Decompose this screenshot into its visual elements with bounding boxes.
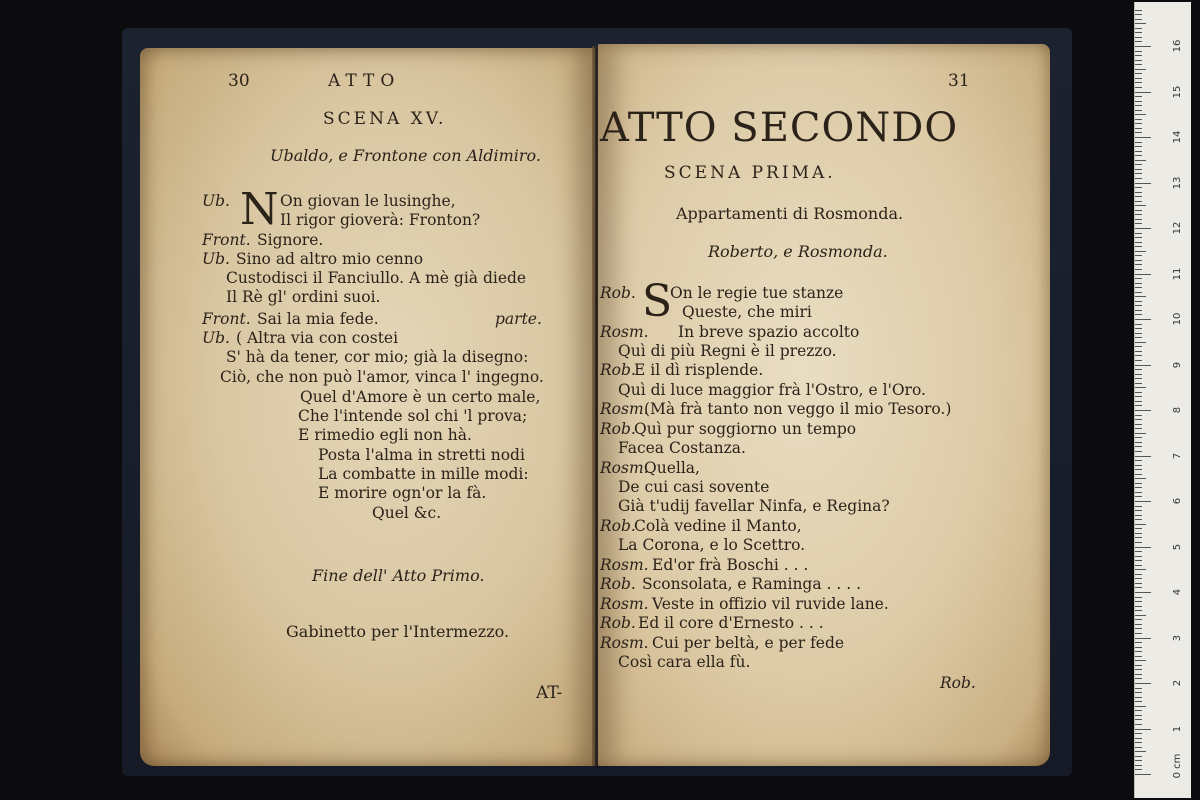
ruler-tick xyxy=(1135,269,1142,270)
verse-line: De cui casi sovente xyxy=(618,478,770,496)
ruler-tick xyxy=(1135,92,1151,93)
ruler-tick xyxy=(1135,324,1142,325)
ruler-tick xyxy=(1135,638,1151,639)
ruler-tick xyxy=(1135,774,1151,775)
right-page xyxy=(598,44,1050,766)
ruler-tick xyxy=(1135,223,1142,224)
speaker: Rob. xyxy=(600,284,636,302)
ruler-tick xyxy=(1135,642,1142,643)
ruler-tick xyxy=(1135,569,1146,570)
ruler-number: 15 xyxy=(1172,85,1183,98)
ruler-tick xyxy=(1135,747,1142,748)
ruler-tick xyxy=(1135,96,1142,97)
ruler-tick xyxy=(1135,242,1142,243)
ruler-number: 9 xyxy=(1172,361,1183,368)
ruler-tick xyxy=(1135,619,1142,620)
ruler-tick xyxy=(1135,651,1142,652)
ruler-tick xyxy=(1135,515,1142,516)
ruler-tick xyxy=(1135,410,1151,411)
ruler-tick xyxy=(1135,60,1142,61)
ruler-tick xyxy=(1135,524,1146,525)
ruler-tick xyxy=(1135,128,1142,129)
ruler-tick xyxy=(1135,510,1142,511)
characters-right: Roberto, e Rosmonda. xyxy=(708,242,888,261)
ruler-tick xyxy=(1135,114,1146,115)
ruler-tick xyxy=(1135,733,1142,734)
ruler-tick xyxy=(1135,446,1142,447)
ruler-tick xyxy=(1135,251,1146,252)
ruler-tick xyxy=(1135,697,1142,698)
ruler-tick xyxy=(1135,706,1146,707)
ruler-tick xyxy=(1135,719,1142,720)
ruler-tick xyxy=(1135,506,1142,507)
speaker: Ub. xyxy=(202,250,230,268)
aside-note: parte. xyxy=(495,310,542,328)
ruler-tick xyxy=(1135,183,1151,184)
ruler-tick xyxy=(1135,337,1142,338)
speaker: Rob. xyxy=(600,614,636,632)
verse-line: Così cara ella fù. xyxy=(618,653,751,671)
verse-line: Queste, che miri xyxy=(682,303,812,321)
ruler-tick xyxy=(1135,255,1142,256)
ruler-tick xyxy=(1135,301,1142,302)
ruler-tick xyxy=(1135,415,1142,416)
ruler-tick xyxy=(1135,437,1142,438)
verse-line: Ed'or frà Boschi . . . xyxy=(652,556,809,574)
ruler-tick xyxy=(1135,192,1142,193)
ruler-tick xyxy=(1135,64,1142,65)
ruler-tick xyxy=(1135,487,1142,488)
ruler-tick xyxy=(1135,692,1142,693)
speaker: Rob. xyxy=(600,420,636,438)
speaker: Rosm. xyxy=(600,323,649,341)
verse-line: Sconsolata, e Raminga . . . . xyxy=(642,575,862,593)
ruler-tick xyxy=(1135,32,1142,33)
ruler-tick xyxy=(1135,665,1142,666)
ruler-tick xyxy=(1135,688,1142,689)
ruler-tick xyxy=(1135,228,1151,229)
ruler-tick xyxy=(1135,383,1142,384)
verse-line: Colà vedine il Manto, xyxy=(634,517,802,535)
ruler-tick xyxy=(1135,278,1142,279)
setting-note: Appartamenti di Rosmonda. xyxy=(676,204,904,223)
verse-line: Ed il core d'Ernesto . . . xyxy=(638,614,824,632)
ruler-tick xyxy=(1135,615,1146,616)
ruler-tick xyxy=(1135,574,1142,575)
ruler-tick xyxy=(1135,123,1142,124)
ruler-tick xyxy=(1135,155,1142,156)
ruler-tick xyxy=(1135,760,1142,761)
ruler-tick xyxy=(1135,542,1142,543)
ruler-number: 14 xyxy=(1172,130,1183,144)
verse-line: Quella, xyxy=(644,459,700,477)
ruler-tick xyxy=(1135,769,1142,770)
ruler-tick xyxy=(1135,660,1146,661)
verse-line: Quì di più Regni è il prezzo. xyxy=(618,342,837,360)
ruler-tick xyxy=(1135,78,1142,79)
speaker: Rob. xyxy=(600,575,636,593)
ruler-tick xyxy=(1135,333,1142,334)
ruler-tick xyxy=(1135,69,1146,70)
ruler-tick xyxy=(1135,378,1142,379)
verse-line: Sino ad altro mio cenno xyxy=(236,250,424,268)
verse-line: Che l'intende sol chi 'l prova; xyxy=(298,407,528,425)
verse-line: ( Altra via con costei xyxy=(236,329,399,347)
ruler-tick xyxy=(1135,196,1142,197)
ruler-tick xyxy=(1135,146,1142,147)
speaker: Front. xyxy=(202,231,251,249)
drop-cap-right: S xyxy=(642,276,673,327)
verse-line: On le regie tue stanze xyxy=(670,284,844,302)
ruler-tick xyxy=(1135,537,1142,538)
verse-line: La combatte in mille modi: xyxy=(318,465,529,483)
verse-line: Cui per beltà, e per fede xyxy=(652,634,845,652)
ruler-tick xyxy=(1135,460,1142,461)
catchword-left: AT- xyxy=(536,683,563,703)
ruler-tick xyxy=(1135,214,1142,215)
ruler-tick xyxy=(1135,296,1146,297)
ruler-number: 8 xyxy=(1172,406,1183,414)
ruler-number: 1 xyxy=(1172,725,1183,732)
ruler-tick xyxy=(1135,433,1146,434)
scene-title-right: SCENA PRIMA. xyxy=(664,163,836,183)
ruler-tick xyxy=(1135,729,1151,730)
verse-line: Sai la mia fede. xyxy=(257,310,379,328)
ruler-tick xyxy=(1135,428,1142,429)
ruler-tick xyxy=(1135,119,1142,120)
ruler-tick xyxy=(1135,465,1142,466)
ruler-tick xyxy=(1135,283,1142,284)
verse-line: Facea Costanza. xyxy=(618,439,746,457)
ruler-tick xyxy=(1135,210,1142,211)
ruler-tick xyxy=(1135,23,1146,24)
ruler-tick xyxy=(1135,610,1142,611)
ruler-number: 3 xyxy=(1172,634,1183,641)
ruler-tick xyxy=(1135,82,1142,83)
ruler-tick xyxy=(1135,519,1142,520)
ruler-tick xyxy=(1135,405,1142,406)
ruler-tick xyxy=(1135,469,1142,470)
verse-line: Il Rè gl' ordini suoi. xyxy=(226,288,381,306)
ruler-tick xyxy=(1135,560,1142,561)
ruler-number: 6 xyxy=(1172,497,1183,505)
ruler-tick xyxy=(1135,756,1142,757)
page-number-left: 30 xyxy=(228,71,250,91)
ruler-tick xyxy=(1135,10,1142,11)
verse-line: Signore. xyxy=(257,231,324,249)
scene-title-left: SCENA XV. xyxy=(323,109,447,129)
ruler-tick xyxy=(1135,496,1142,497)
ruler-tick xyxy=(1135,365,1151,366)
ruler-tick xyxy=(1135,701,1142,702)
ruler-tick xyxy=(1135,160,1146,161)
ruler-tick xyxy=(1135,151,1142,152)
ruler-tick xyxy=(1135,392,1142,393)
ruler-tick xyxy=(1135,201,1142,202)
ruler-tick xyxy=(1135,233,1142,234)
ruler-tick xyxy=(1135,387,1146,388)
speaker: Rosm. xyxy=(600,634,649,652)
verse-line: Quel &c. xyxy=(372,504,442,522)
ruler-tick xyxy=(1135,87,1142,88)
ruler-tick xyxy=(1135,556,1142,557)
ruler-tick xyxy=(1135,765,1142,766)
ruler-tick xyxy=(1135,456,1151,457)
ruler-tick xyxy=(1135,451,1142,452)
ruler-tick xyxy=(1135,683,1151,684)
ruler-tick xyxy=(1135,528,1142,529)
ruler-tick xyxy=(1135,656,1142,657)
verse-line: In breve spazio accolto xyxy=(678,323,860,341)
ruler-number: 16 xyxy=(1172,39,1183,53)
ruler-tick xyxy=(1135,169,1142,170)
ruler-tick xyxy=(1135,396,1142,397)
ruler-tick xyxy=(1135,742,1142,743)
ruler-tick xyxy=(1135,678,1142,679)
verse-line: Quì pur soggiorno un tempo xyxy=(634,420,857,438)
ruler-tick xyxy=(1135,292,1142,293)
characters-left: Ubaldo, e Frontone con Aldimiro. xyxy=(270,146,541,165)
ruler-tick xyxy=(1135,187,1142,188)
speaker: Rosm. xyxy=(600,459,649,477)
ruler-tick xyxy=(1135,551,1142,552)
ruler-tick xyxy=(1135,51,1142,52)
ruler-tick xyxy=(1135,342,1146,343)
ruler-tick xyxy=(1135,237,1142,238)
ruler-tick xyxy=(1135,346,1142,347)
ruler-tick xyxy=(1135,355,1142,356)
ruler-tick xyxy=(1135,674,1142,675)
ruler-tick xyxy=(1135,628,1142,629)
ruler-tick xyxy=(1135,205,1146,206)
ruler-tick xyxy=(1135,578,1142,579)
ruler-tick xyxy=(1135,369,1142,370)
ruler-tick xyxy=(1135,41,1142,42)
ruler-tick xyxy=(1135,419,1142,420)
ruler-tick xyxy=(1135,305,1142,306)
verse-line: Veste in offizio vil ruvide lane. xyxy=(652,595,889,613)
ruler-tick xyxy=(1135,751,1146,752)
ruler-tick xyxy=(1135,142,1142,143)
ruler-number: 11 xyxy=(1172,267,1183,280)
speaker: Ub. xyxy=(202,329,230,347)
verse-line: E il dì risplende. xyxy=(634,361,764,379)
ruler-tick xyxy=(1135,319,1151,320)
verse-line: S' hà da tener, cor mio; già la disegno: xyxy=(226,348,529,366)
verse-line: Custodisci il Fanciullo. A mè già diede xyxy=(226,269,527,287)
act-title: ATTO SECONDO xyxy=(600,105,959,151)
ruler-unit-label: 0 cm xyxy=(1172,753,1183,779)
ruler-number: 4 xyxy=(1172,588,1183,596)
ruler-tick xyxy=(1135,565,1142,566)
ruler-tick xyxy=(1135,547,1151,548)
ruler-tick xyxy=(1135,424,1142,425)
verse-line: Il rigor gioverà: Fronton? xyxy=(280,211,481,229)
ruler-tick xyxy=(1135,310,1142,311)
verse-line: Quì di luce maggior frà l'Ostro, e l'Oro. xyxy=(618,381,926,399)
ruler-tick xyxy=(1135,219,1142,220)
ruler-tick xyxy=(1135,442,1142,443)
verse-line: Posta l'alma in stretti nodi xyxy=(318,446,525,464)
speaker: Ub. xyxy=(202,192,230,210)
ruler-tick xyxy=(1135,669,1142,670)
verse-line: Ciò, che non può l'amor, vinca l' ingegno. xyxy=(220,368,544,386)
ruler-tick xyxy=(1135,37,1142,38)
ruler-tick xyxy=(1135,710,1142,711)
ruler-tick xyxy=(1135,14,1142,15)
ruler-number: 13 xyxy=(1172,176,1183,189)
speaker: Rosm. xyxy=(600,556,649,574)
speaker: Rosm. xyxy=(600,595,649,613)
ruler-tick xyxy=(1135,738,1142,739)
ruler-tick xyxy=(1135,73,1142,74)
ruler-tick xyxy=(1135,633,1142,634)
ruler-tick xyxy=(1135,173,1142,174)
ruler-tick xyxy=(1135,101,1142,102)
ruler-tick xyxy=(1135,492,1142,493)
speaker: Rosm. xyxy=(600,400,649,418)
ruler-tick xyxy=(1135,606,1142,607)
speaker: Front. xyxy=(202,310,251,328)
ruler-tick xyxy=(1135,164,1142,165)
page-number-right: 31 xyxy=(948,71,970,91)
verse-line: On giovan le lusinghe, xyxy=(280,192,456,210)
ruler-tick xyxy=(1135,19,1142,20)
ruler-tick xyxy=(1135,724,1142,725)
verse-line: Già t'udij favellar Ninfa, e Regina? xyxy=(618,497,890,515)
catchword-right: Rob. xyxy=(940,674,976,692)
ruler-tick xyxy=(1135,474,1142,475)
ruler-tick xyxy=(1135,533,1142,534)
ruler-tick xyxy=(1135,360,1142,361)
ruler-tick xyxy=(1135,178,1142,179)
ruler-tick xyxy=(1135,597,1142,598)
ruler-tick xyxy=(1135,374,1142,375)
ruler-tick xyxy=(1135,351,1142,352)
ruler-tick xyxy=(1135,46,1151,47)
ruler-tick xyxy=(1135,501,1151,502)
ruler-number: 12 xyxy=(1172,221,1183,235)
ruler-tick xyxy=(1135,715,1142,716)
ruler-tick xyxy=(1135,28,1142,29)
ruler-tick xyxy=(1135,601,1142,602)
measuring-ruler xyxy=(1134,2,1191,798)
ruler-tick xyxy=(1135,264,1142,265)
ruler-tick xyxy=(1135,55,1142,56)
ruler-tick xyxy=(1135,287,1142,288)
verse-line: E rimedio egli non hà. xyxy=(298,426,472,444)
end-of-act: Fine dell' Atto Primo. xyxy=(312,566,485,585)
ruler-tick xyxy=(1135,587,1142,588)
ruler-tick xyxy=(1135,314,1142,315)
ruler-tick xyxy=(1135,401,1142,402)
ruler-tick xyxy=(1135,105,1142,106)
ruler-tick xyxy=(1135,592,1151,593)
ruler-tick xyxy=(1135,246,1142,247)
verse-line: La Corona, e lo Scettro. xyxy=(618,536,806,554)
ruler-tick xyxy=(1135,328,1142,329)
ruler-tick xyxy=(1135,132,1142,133)
ruler-tick xyxy=(1135,647,1142,648)
ruler-number: 7 xyxy=(1172,452,1183,459)
ruler-number: 10 xyxy=(1172,312,1183,326)
interlude-note: Gabinetto per l'Intermezzo. xyxy=(286,622,510,641)
verse-line: (Mà frà tanto non veggo il mio Tesoro.) xyxy=(644,400,952,418)
verse-line: E morire ogn'or la fà. xyxy=(318,484,487,502)
ruler-tick xyxy=(1135,483,1142,484)
ruler-number: 5 xyxy=(1172,543,1183,550)
ruler-tick xyxy=(1135,478,1146,479)
ruler-tick xyxy=(1135,110,1142,111)
verse-line: Quel d'Amore è un certo male, xyxy=(300,388,541,406)
ruler-tick xyxy=(1135,583,1142,584)
ruler-tick xyxy=(1135,624,1142,625)
ruler-tick xyxy=(1135,274,1151,275)
speaker: Rob. xyxy=(600,361,636,379)
drop-cap-left: N xyxy=(240,184,279,235)
speaker: Rob. xyxy=(600,517,636,535)
left-page xyxy=(140,48,595,766)
ruler-tick xyxy=(1135,260,1142,261)
running-head: ATTO xyxy=(328,71,401,91)
ruler-tick xyxy=(1135,137,1151,138)
ruler-number: 2 xyxy=(1172,679,1183,687)
